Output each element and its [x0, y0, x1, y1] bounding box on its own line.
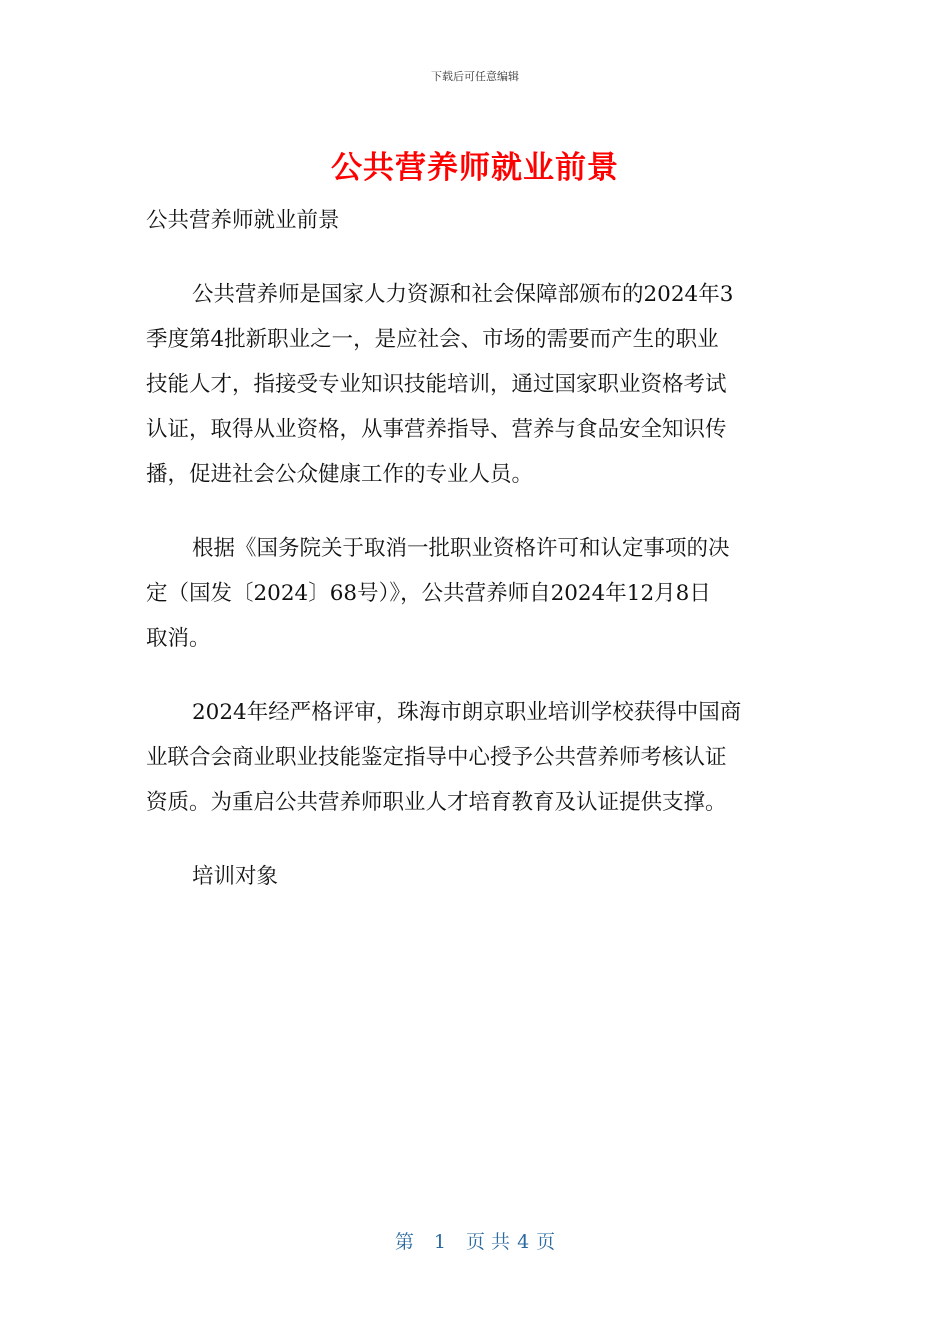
paragraph-line: 取消。	[146, 626, 211, 651]
page-footer	[0, 1227, 950, 1254]
current-page-number: 1	[433, 1231, 446, 1253]
paragraph-line: 季度第4批新职业之一，是应社会、市场的需要而产生的职业	[146, 327, 719, 352]
paragraph-line: 根据《国务院关于取消一批职业资格许可和认定事项的决	[192, 536, 730, 561]
section-heading: 公共营养师就业前景	[146, 208, 340, 233]
paragraph-1	[146, 272, 796, 497]
paragraph-3	[146, 690, 796, 825]
paragraph-line: 公共营养师是国家人力资源和社会保障部颁布的2024年3	[192, 282, 734, 307]
paragraph-4	[146, 854, 796, 899]
paragraph-line: 培训对象	[192, 864, 279, 889]
document-body	[146, 198, 796, 899]
paragraph-line: 技能人才，指接受专业知识技能培训，通过国家职业资格考试	[146, 372, 727, 397]
paragraph-line: 定（国发〔2024〕68号）》，公共营养师自2024年12月8日	[146, 581, 711, 606]
paragraph-line: 2024年经严格评审，珠海市朗京职业培训学校获得中国商	[192, 700, 742, 725]
total-pages: 4	[517, 1231, 530, 1253]
paragraph-line: 资质。为重启公共营养师职业人才培育教育及认证提供支撑。	[146, 790, 727, 815]
footer-mid: 页 共	[466, 1231, 511, 1253]
footer-prefix: 第	[394, 1231, 414, 1253]
footer-suffix: 页	[536, 1231, 556, 1253]
paragraph-2	[146, 526, 796, 661]
paragraph-line: 播，促进社会公众健康工作的专业人员。	[146, 462, 534, 487]
document-title: 公共营养师就业前景	[331, 150, 619, 186]
paragraph-line: 认证，取得从业资格，从事营养指导、营养与食品安全知识传	[146, 417, 727, 442]
header-note: 下载后可任意编辑	[431, 70, 519, 83]
paragraph-line: 业联合会商业职业技能鉴定指导中心授予公共营养师考核认证	[146, 745, 727, 770]
